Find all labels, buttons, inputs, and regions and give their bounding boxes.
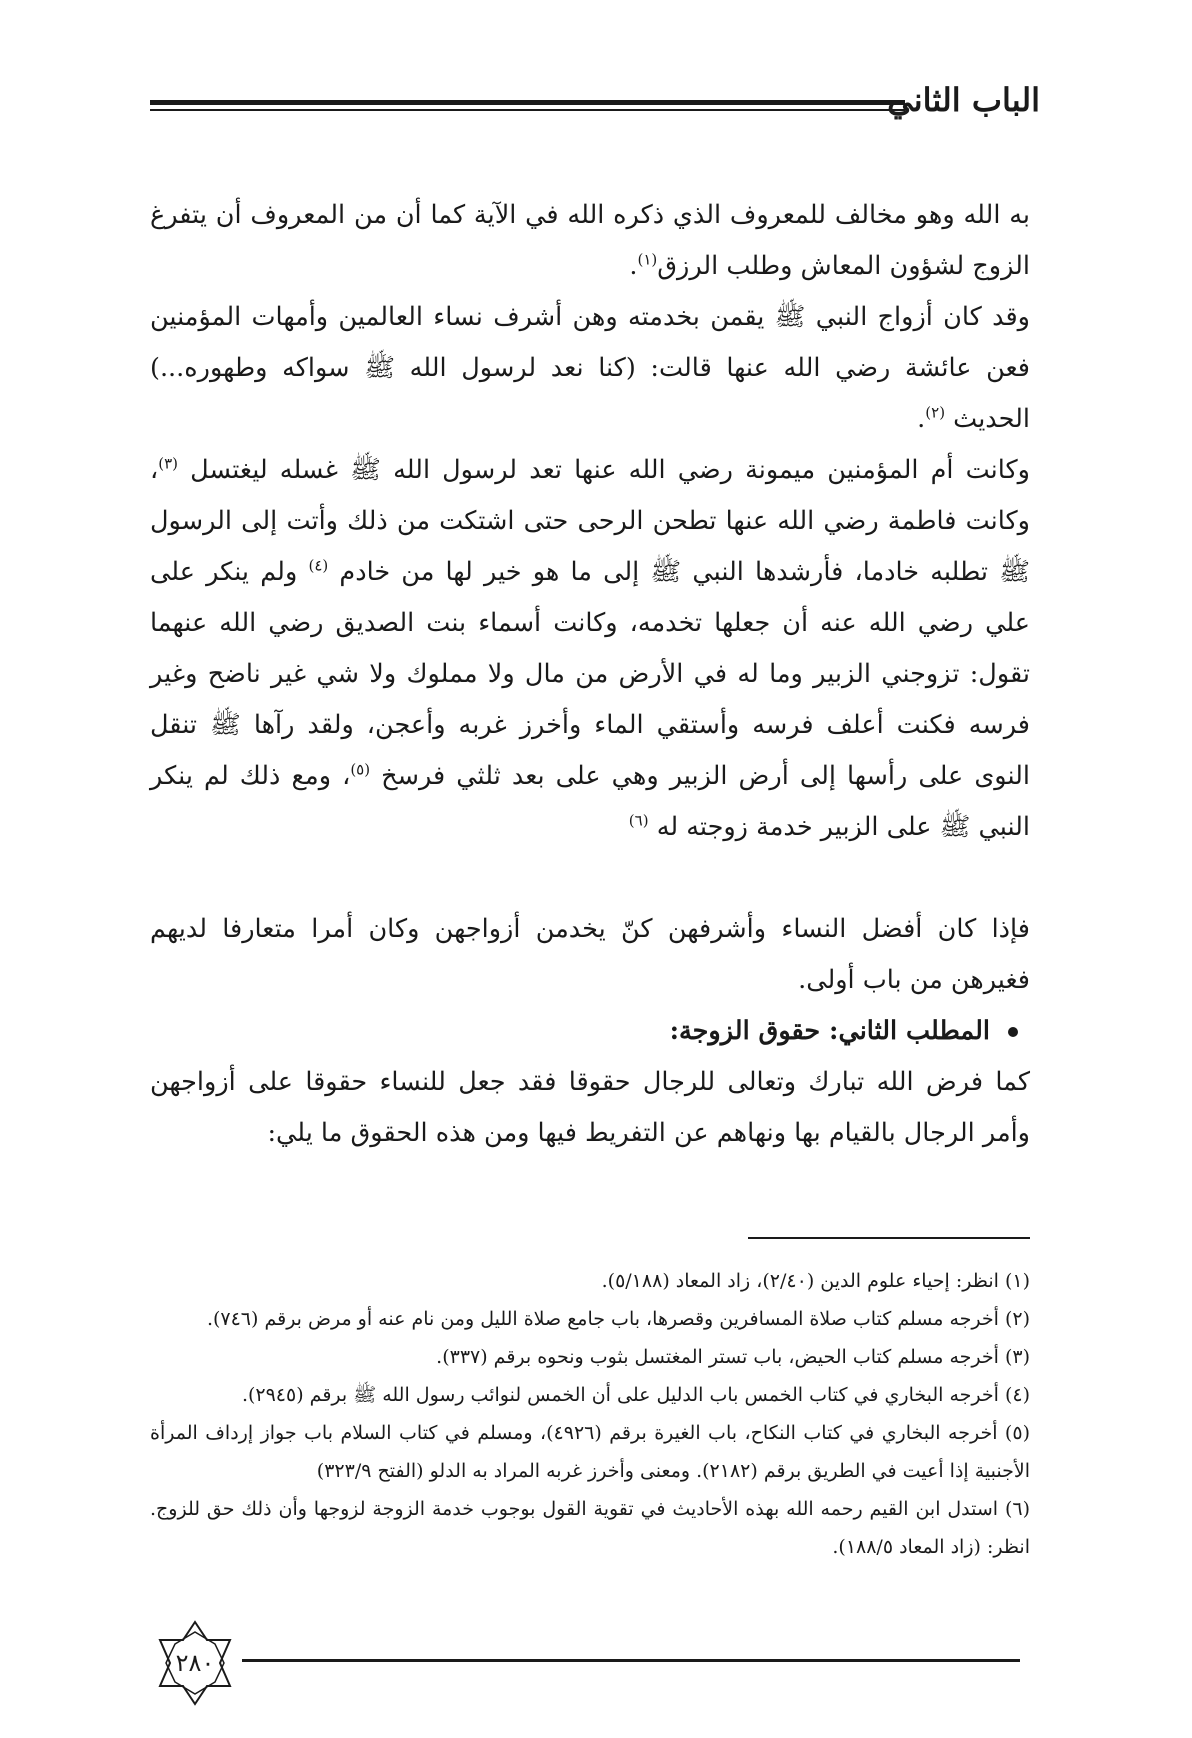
paragraph-2: وقد كان أزواج النبي ﷺ يقمن بخدمته وهن أشرف نساء العالمين وأمهات المؤمنين فعن عائشة رضي الله عنها قالت: (كنا نعد لرسول الله ﷺ سواكه وطهوره...) الحديث $^{(٢)}$. (150, 302, 1030, 434)
chapter-title: الباب الثاني (887, 81, 1040, 119)
paragraph-3: وكانت أم المؤمنين ميمونة رضي الله عنها تعد لرسول الله ﷺ غسله ليغتسل $^{(٣)}$، وكانت فاطمة رضي الله عنها تطحن الرحى حتى اشتكت من ذلك وأتت إلى الرسول ﷺ تطلبه خادما، فأرشدها النبي ﷺ إلى ما هو خير لها من خادم $^{(٤)}$ ولم ينكر على علي رضي الله عنه أن جعلها تخدمه، وكانت أسماء بنت الصديق رضي الله عنهما تقول: تزوجني الزبير وما له في الأرض من مال ولا مملوك ولا شي غير ناضح وغير فرسه فكنت أعلف فرسه وأستقي الماء وأخرز غربه وأعجن، ولقد رآها ﷺ تنقل النوى على رأسها إلى أرض الزبير وهي على بعد ثلثي فرسخ $^{(٥)}$، ومع ذلك لم ينكر النبي ﷺ على الزبير خدمة زوجته له $^{(٦)}$ (150, 454, 1031, 842)
page-number-badge (150, 1618, 240, 1708)
page-header (150, 78, 1040, 138)
main-text (150, 190, 1030, 1159)
footnote-separator (748, 1237, 1030, 1239)
header-rule-thick (150, 100, 905, 105)
paragraph-4: فإذا كان أفضل النساء وأشرفهن كنّ يخدمن أزواجهن وكان أمرا متعارفا لديهم فغيرهن من باب أولى. (150, 914, 1030, 995)
footnote-ref-1[interactable]: (١) (637, 250, 658, 269)
footnote-5: (٥) أخرجه البخاري في كتاب النكاح، باب الغيرة برقم (٤٩٢٦)، ومسلم في كتاب السلام باب جواز إرداف المرأة الأجنبية إذا أعيت في الطريق برقم (٢١٨٢). ومعنى وأخرز غربه المراد به الدلو (الفتح ٣٢٣/٩) (150, 1422, 1030, 1482)
footer-rule (242, 1659, 1020, 1662)
closing-paragraph: كما فرض الله تبارك وتعالى للرجال حقوقا فقد جعل للنساء حقوقا على أزواجهن وأمر الرجال بالقيام بها ونهاهم عن التفريط فيها ومن هذه الحقوق ما يلي: (150, 1067, 1030, 1148)
footnote-ref-2[interactable]: (٢) (925, 403, 946, 422)
page-number: ٢٨٠ (175, 1649, 215, 1677)
footnotes (150, 1262, 1030, 1566)
footnote-ref-3[interactable]: (٣) (158, 454, 179, 473)
footnote-3: (٣) أخرجه مسلم كتاب الحيض، باب تستر المغتسل بثوب ونحوه برقم (٣٣٧). (436, 1346, 1030, 1368)
footnote-2: (٢) أخرجه مسلم كتاب صلاة المسافرين وقصرها، باب جامع صلاة الليل ومن نام عنه أو مرض برقم (٧٤٦). (206, 1308, 1030, 1330)
paragraph-1: به الله وهو مخالف للمعروف الذي ذكره الله في الآية كما أن من المعروف أن يتفرغ الزوج لشؤون المعاش وطلب الرزق$^{(١)}$. (150, 200, 1030, 281)
footnote-1: (١) انظر: إحياء علوم الدين (٢/٤٠)، زاد المعاد (٥/١٨٨). (601, 1270, 1030, 1292)
footnote-ref-4[interactable]: (٤) (308, 556, 329, 575)
bullet-icon (1008, 1027, 1018, 1037)
footnote-ref-5[interactable]: (٥) (350, 760, 371, 779)
section-heading: المطلب الثاني: حقوق الزوجة: (150, 1006, 1030, 1057)
footnote-6: (٦) استدل ابن القيم رحمه الله بهذه الأحاديث في تقوية القول بوجوب خدمة الزوجة لزوجها وأن ذلك حق للزوج. انظر: (زاد المعاد ١٨٨/٥). (150, 1498, 1030, 1558)
footnote-4: (٤) أخرجه البخاري في كتاب الخمس باب الدليل على أن الخمس لنوائب رسول الله ﷺ برقم (٢٩٤٥). (241, 1384, 1030, 1406)
footnote-ref-6[interactable]: (٦) (628, 811, 649, 830)
header-rule-thin (150, 109, 905, 111)
page-footer (150, 1618, 1020, 1708)
